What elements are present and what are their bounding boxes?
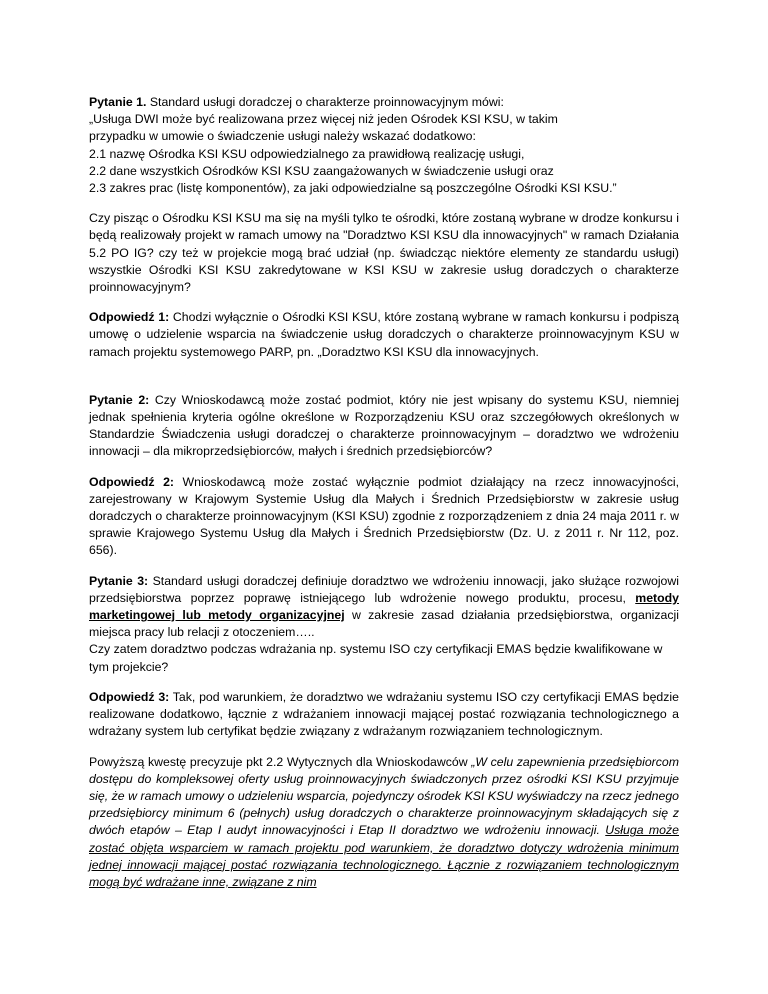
- a2-text: Wnioskodawcą może zostać wyłącznie podmiot działający na rzecz innowacyjności, zarejestrowany w Krajowym Systemie Usług dla Małych i Średnich Przedsiębiorstw w zakresie usług doradczych o charakterze proinnowacyjnym (KSI KSU) zgodnie z rozporządzeniem z dnia 24 maja 2011 r. w sprawie Krajowego Systemu Usług dla Małych i Średnich Przedsiębiorstw (Dz. U. z 2011 r. Nr 112, poz. 656).: [89, 474, 679, 558]
- a3-text: Tak, pod warunkiem, że doradztwo we wdrażaniu systemu ISO czy certyfikacji EMAS będzie realizowane dodatkowo, łącznie z wdrażaniem innowacji mającej postać rozwiązania technologicznego a wdrażany system lub certyfikat będzie związany z wdrażanym rozwiązaniem technologicznym.: [89, 689, 679, 739]
- q1-line-4: 2.1 nazwę Ośrodka KSI KSU odpowiedzialnego za prawidłową realizację usługi,: [89, 146, 525, 161]
- a2-label: Odpowiedź 2:: [89, 474, 175, 489]
- answer-1: [89, 309, 679, 361]
- q3-definition: [89, 573, 679, 642]
- question-1-text: Czy pisząc o Ośrodku KSI KSU ma się na myśli tylko te ośrodki, które zostaną wybrane w drodze konkursu i będą realizowały projekt w ramach umowy na "Doradztwo KSI KSU dla innowacyjnych" w ramach Działania 5.2 PO IG? czy też w projekcie mogą brać udział (np. świadcząc niektóre elementy ze standardu usługi) wszystkie Ośrodki KSI KSU zakredytowane w KSI KSU w zakresie usług doradczych o charakterze proinnowacyjnym?: [89, 211, 679, 295]
- q3-text-before: Standard usługi doradczej definiuje doradztwo we wdrożeniu innowacji, jako służące rozwojowi przedsiębiorstwa poprzez poprawę istniejącego lub wdrożenie nowego produktu, procesu,: [89, 573, 680, 605]
- p4-italic: „W celu zapewnienia przedsiębiorcom dostępu do kompleksowej oferty usług proinnowacyjnych świadczonych przez ośrodki KSI KSU przyjmuje się, że w ramach umowy o udzieleniu wsparcia, pojedynczy ośrodek KSI KSU wyświadczy na rzecz jednego przedsiębiorcy minimum 6 (pełnych) usług doradczych o charakterze proinnowacyjnym składających się z dwóch etapów – Etap I audyt innowacyjności i Etap II doradztwo we wdrożeniu innowacji.: [89, 754, 679, 838]
- a1-label: Odpowiedź 1:: [89, 310, 170, 325]
- q2-label: Pytanie 2:: [89, 392, 150, 407]
- a1-text: Chodzi wyłącznie o Ośrodki KSI KSU, które zostaną wybrane w ramach konkursu i podpiszą umowę o udzielenie wsparcia na świadczenie usług doradczych o charakterze proinnowacyjnym KSU w ramach projektu systemowego PARP, pn. „Doradztwo KSI KSU dla innowacyjnych.: [89, 310, 679, 359]
- q1-line-2: „Usługa DWI może być realizowana przez więcej niż jeden Ośrodek KSI KSU, w takim: [89, 112, 558, 127]
- answer-3: [89, 689, 679, 741]
- document-page: [89, 94, 679, 904]
- question-1-block: [89, 94, 679, 197]
- question-2: [89, 392, 679, 461]
- question-3: [89, 573, 679, 676]
- q1-line-1-text: Standard usługi doradczej o charakterze proinnowacyjnym mówi:: [146, 95, 504, 109]
- q1-label: Pytanie 1.: [89, 95, 147, 109]
- a3-label: Odpowiedź 3:: [89, 689, 170, 704]
- guidelines-paragraph: [89, 754, 679, 892]
- q3-text-after: w zakresie zasad działania przedsiębiorstwa, organizacji miejsca pracy lub relacji z otoczeniem…..: [89, 608, 679, 640]
- q3-underlined-text: metody marketingowej lub metody organizacyjnej: [89, 590, 679, 623]
- q1-line-3: przypadku w umowie o świadczenie usługi należy wskazać dodatkowo:: [89, 129, 476, 144]
- p4-italic-underlined: Usługa może zostać objęta wsparciem w ramach projektu pod warunkiem, że doradztwo dotyczy wdrożenia minimum jednej innowacji mającej postać rozwiązania technologicznego. Łącznie z rozwiązaniem technologicznym mogą być wdrażane inne, związane z nim: [89, 823, 679, 889]
- q3-label: Pytanie 3:: [89, 573, 149, 588]
- q2-text: Czy Wnioskodawcą może zostać podmiot, który nie jest wpisany do systemu KSU, niemniej jednak spełnienia kryteria ogólne określone w Rozporządzeniu KSU oraz szczegółowych określonych w Standardzie Świadczenia usługi doradczej o charakterze proinnowacyjnym – doradztwo we wdrożeniu innowacji – dla mikroprzedsiębiorców, małych i średnich przedsiębiorców?: [89, 392, 680, 459]
- q3-question: Czy zatem doradztwo podczas wdrażania np. systemu ISO czy certyfikacji EMAS będzie kwalifikowane w tym projekcie?: [89, 642, 663, 674]
- p4-text-before: Powyższą kwestę precyzuje pkt 2.2 Wytycznych dla Wnioskodawców: [89, 754, 472, 769]
- q1-line-1: [89, 94, 679, 111]
- q1-line-5: 2.2 dane wszystkich Ośrodków KSI KSU zaangażowanych w świadczenie usługi oraz: [89, 163, 554, 178]
- q1-line-6: 2.3 zakres prac (listę komponentów), za jaki odpowiedzialne są poszczególne Ośrodki KSI KSU.”: [89, 181, 617, 196]
- answer-2: [89, 474, 679, 560]
